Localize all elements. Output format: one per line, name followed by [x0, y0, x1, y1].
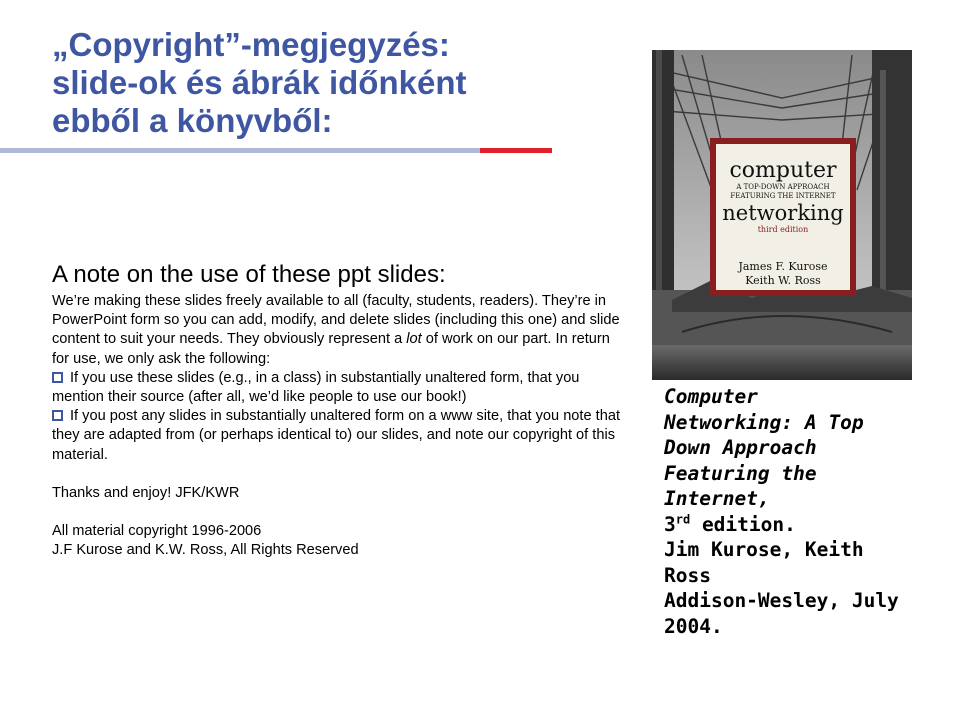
caption-edition — [664, 512, 949, 538]
usage-note-heading: A note on the use of these ppt slides: — [52, 261, 446, 288]
book-subtitle-line-1: A TOP-DOWN APPROACH — [736, 183, 830, 191]
usage-note-emphasis: lot — [406, 331, 422, 348]
caption-title-line-3: Down Approach — [664, 436, 817, 459]
caption-title-line-4: Featuring the — [664, 461, 817, 485]
caption-title-line-1: Computer — [664, 385, 758, 408]
book-title-line-2: networking — [722, 201, 844, 225]
copyright-line-1: All material copyright 1996-2006 — [52, 523, 262, 540]
caption-edition-suffix: rd — [675, 512, 691, 526]
usage-note-text-a: We’re making these slides freely available to all (faculty, students, readers). They’re in PowerPoint form so you can add, modify, and delete slides (including this one) and slide content to suit your needs. They obviously represent a — [52, 293, 620, 348]
thanks-line: Thanks and enjoy! JFK/KWR — [52, 484, 240, 501]
usage-bullet-2-text: If you post any slides in substantially unaltered form on a www site, that you note that they are adapted from (or perhaps identical to) our slides, and note our copyright of this material. — [52, 408, 620, 463]
usage-bullet-2 — [52, 407, 622, 465]
caption-year: 2004. — [664, 614, 723, 638]
caption-authors-line-2: Ross — [664, 563, 711, 587]
book-author-2: Keith W. Ross — [745, 274, 821, 287]
checkbox-bullet-icon — [52, 410, 63, 421]
caption-edition-number: 3 — [664, 512, 676, 536]
caption-title-line-5: Internet, — [664, 487, 770, 510]
slide-title-line-1: „Copyright”-megjegyzés: — [52, 26, 450, 63]
book-author-1: James F. Kurose — [738, 260, 828, 273]
caption-title-line-2: Networking: A Top — [664, 410, 864, 434]
caption-authors-line-1: Jim Kurose, Keith — [664, 538, 864, 561]
title-underline-accent — [480, 148, 552, 153]
slide-title — [52, 26, 612, 140]
slide-title-line-3: ebből a könyvből: — [52, 102, 333, 139]
copyright-line-2: J.F Kurose and K.W. Ross, All Rights Reserved — [52, 542, 359, 559]
usage-bullet-1 — [52, 369, 622, 407]
book-cover-image — [652, 50, 912, 380]
book-edition: third edition — [757, 225, 809, 234]
book-title-line-1: computer — [729, 158, 837, 183]
book-caption — [664, 384, 949, 639]
slide-title-line-2: slide-ok és ábrák időnként — [52, 64, 467, 101]
book-subtitle-line-2: FEATURING THE INTERNET — [730, 192, 836, 200]
usage-note-text-b: of work on our part. In return for use, we only ask the following: — [52, 331, 610, 367]
usage-bullet-1-text: If you use these slides (e.g., in a class) in substantially unaltered form, that you mention their source (after all, we’d like people to use our book!) — [52, 369, 580, 406]
usage-note — [52, 260, 622, 560]
caption-publisher: Addison-Wesley, July — [664, 589, 899, 612]
usage-note-paragraph — [52, 292, 622, 369]
title-underline — [0, 148, 552, 153]
checkbox-bullet-icon — [52, 372, 63, 383]
caption-edition-text: edition. — [690, 512, 796, 536]
